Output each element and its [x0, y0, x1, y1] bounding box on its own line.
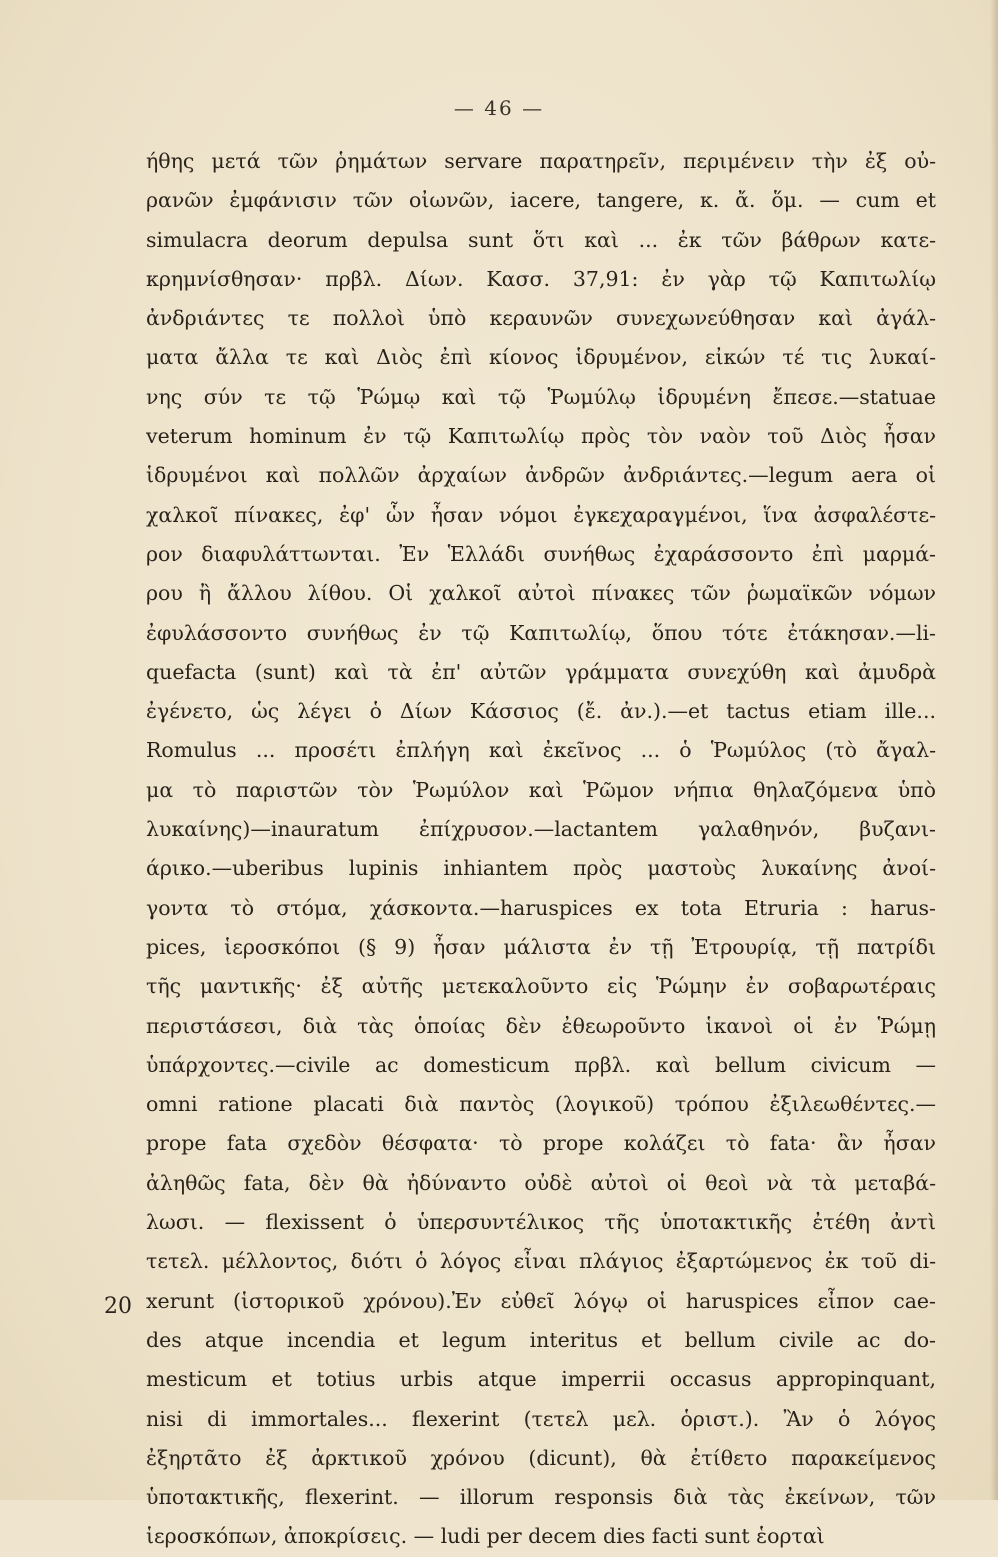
- text-line: nisi di immortales... flexerint (τετελ μελ. ὁριστ.). Ἂν ὁ λόγος: [146, 1406, 936, 1431]
- text-line: μα τὸ παριστῶν τὸν Ῥωμύλον καὶ Ῥῶμον νήπια θηλαζόμενα ὑπὸ: [146, 777, 936, 802]
- text-line: περιστάσεσι, διὰ τὰς ὁποίας δὲν ἐθεωροῦντο ἱκανοὶ οἱ ἐν Ῥώμῃ: [146, 1013, 936, 1038]
- text-line: ρου ἢ ἄλλου λίθου. Οἱ χαλκοῖ αὐτοὶ πίνακες τῶν ῥωμαϊκῶν νόμων: [146, 581, 936, 606]
- text-line: νης σύν τε τῷ Ῥώμῳ καὶ τῷ Ῥωμύλῳ ἱδρυμένη ἔπεσε.—statuae: [146, 384, 936, 409]
- commentary-text-block: [146, 142, 936, 1557]
- text-line: ἐγένετο, ὡς λέγει ὁ Δίων Κάσσιος (ἔ. ἀν.).—et tactus etiam ille...: [146, 699, 936, 724]
- text-line: des atque incendia et legum interitus et bellum civile ac do-: [146, 1327, 936, 1352]
- text-line: quefacta (sunt) καὶ τὰ ἐπ' αὐτῶν γράμματα συνεχύθη καὶ ἀμυδρὰ: [146, 659, 936, 684]
- text-line: ρανῶν ἐμφάνισιν τῶν οἰωνῶν, iacere, tangere, κ. ἄ. ὅμ. — cum et: [146, 188, 936, 213]
- text-line: ρον διαφυλάττωνται. Ἐν Ἑλλάδι συνήθως ἐχαράσσοντο ἐπὶ μαρμά-: [146, 541, 936, 566]
- text-line: veterum hominum ἐν τῷ Καπιτωλίῳ πρὸς τὸν ναὸν τοῦ Διὸς ἦσαν: [146, 424, 936, 449]
- text-line: ὑποτακτικῆς, flexerint. — illorum responsis διὰ τὰς ἐκείνων, τῶν: [146, 1485, 936, 1510]
- text-line: τετελ. μέλλοντος, διότι ὁ λόγος εἶναι πλάγιος ἐξαρτώμενος ἐκ τοῦ di-: [146, 1249, 936, 1274]
- text-line: Romulus ... προσέτι ἐπλήγη καὶ ἐκεῖνος ... ὁ Ῥωμύλος (τὸ ἄγαλ-: [146, 738, 936, 763]
- text-line: omni ratione placati διὰ παντὸς (λογικοῦ) τρόπου ἐξιλεωθέντες.—: [146, 1092, 936, 1117]
- text-line: ἱεροσκόπων, ἀποκρίσεις. — ludi per decem dies facti sunt ἑορταὶ: [146, 1524, 825, 1549]
- text-line: ἐξηρτᾶτο ἐξ ἀρκτικοῦ χρόνου (dicunt), θὰ ἐτίθετο παρακείμενος: [146, 1445, 936, 1470]
- text-line: ματα ἄλλα τε καὶ Διὸς ἐπὶ κίονος ἱδρυμένον, εἰκών τέ τις λυκαί-: [146, 345, 936, 370]
- text-line: άρικο.—uberibus lupinis inhiantem πρὸς μαστοὺς λυκαίνης ἀνοί-: [146, 856, 936, 881]
- page-number: — 46 —: [453, 96, 545, 120]
- text-line: κρημνίσθησαν· πρβλ. Δίων. Κασσ. 37,91: ἐν γὰρ τῷ Καπιτωλίῳ: [146, 266, 936, 291]
- text-line: τῆς μαντικῆς· ἐξ αὐτῆς μετεκαλοῦντο εἰς Ῥώμην ἐν σοβαρωτέραις: [146, 974, 936, 999]
- page-edge-shadow: [990, 0, 998, 1500]
- text-line: λυκαίνης)—inauratum ἐπίχρυσον.—lactantem γαλαθηνόν, βυζανι-: [146, 817, 936, 842]
- margin-line-number: 20: [104, 1294, 132, 1319]
- text-line: pices, ἱεροσκόποι (§ 9) ἦσαν μάλιστα ἐν τῇ Ἐτρουρίᾳ, τῇ πατρίδι: [146, 934, 936, 959]
- text-line: ἱδρυμένοι καὶ πολλῶν ἀρχαίων ἀνδρῶν ἀνδριάντες.—legum aera οἱ: [146, 463, 936, 488]
- text-line: χαλκοῖ πίνακες, ἐφ' ὧν ἦσαν νόμοι ἐγκεχαραγμένοι, ἵνα ἀσφαλέστε-: [146, 502, 936, 527]
- text-line: mesticum et totius urbis atque imperrii occasus appropinquant,: [146, 1367, 936, 1392]
- text-line: ἐφυλάσσοντο συνήθως ἐν τῷ Καπιτωλίῳ, ὅπου τότε ἐτάκησαν.—li-: [146, 620, 936, 645]
- text-line: γοντα τὸ στόμα, χάσκοντα.—haruspices ex tota Etruria : harus-: [146, 895, 936, 920]
- text-line: prope fata σχεδὸν θέσφατα· τὸ prope κολάζει τὸ fata· ἂν ἦσαν: [146, 1131, 936, 1156]
- text-line: xerunt (ἱστορικοῦ χρόνου).Ἐν εὐθεῖ λόγῳ οἱ haruspices εἶπον cae-: [146, 1288, 936, 1313]
- text-line: ήθης μετά τῶν ῥημάτων servare παρατηρεῖν, περιμένειν τὴν ἐξ οὐ-: [146, 149, 936, 173]
- text-line: simulacra deorum depulsa sunt ὅτι καὶ ... ἐκ τῶν βάθρων κατε-: [146, 227, 936, 252]
- text-line: ἀληθῶς fata, δὲν θὰ ἠδύναντο οὐδὲ αὐτοὶ οἱ θεοὶ νὰ τὰ μεταβά-: [146, 1170, 936, 1195]
- text-line: ἀνδριάντες τε πολλοὶ ὑπὸ κεραυνῶν συνεχωνεύθησαν καὶ ἀγάλ-: [146, 306, 936, 331]
- text-line: ὑπάρχοντες.—civile ac domesticum πρβλ. καὶ bellum civicum —: [146, 1052, 936, 1077]
- text-line: λωσι. — flexissent ὁ ὑπερσυντέλικος τῆς ὑποτακτικῆς ἐτέθη ἀντὶ: [146, 1210, 936, 1235]
